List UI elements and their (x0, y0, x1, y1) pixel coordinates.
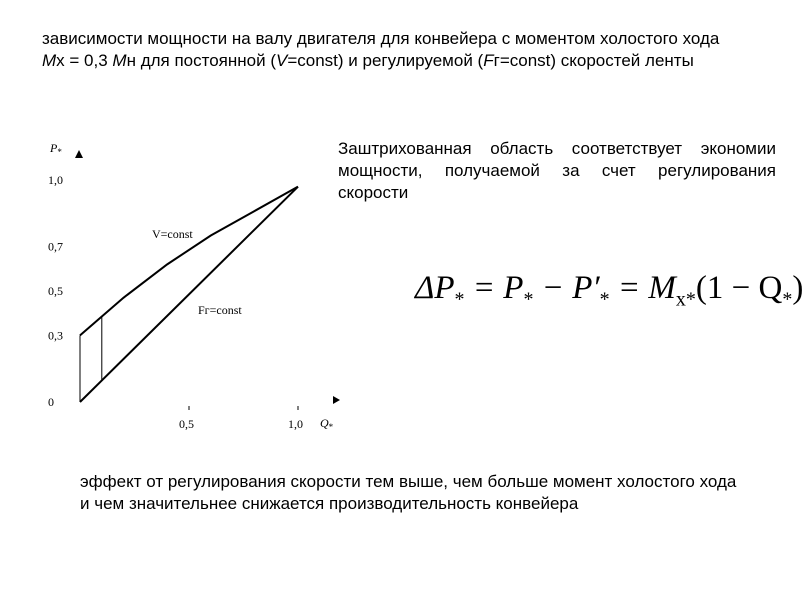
series-label-v-const: V=const (152, 227, 193, 241)
series-line-1 (80, 187, 298, 402)
y-axis-label: $P_*$ (50, 141, 62, 157)
power-savings-formula: $\Delta P_* = P_* - P'_* = M_{x*}(1 - Q_*)$ (415, 270, 803, 311)
series-label-f-const: Fг=const (198, 303, 242, 317)
y-tick-label-1: 0,3 (48, 328, 63, 343)
y-tick-label-4: 1,0 (48, 173, 63, 187)
y-tick-label-3: 0,7 (48, 239, 63, 254)
y-tick-label-2: 0,5 (48, 284, 63, 298)
conclusion-text: эффект от регулирования скорости тем выше, чем больше момент холостого хода и чем значительнее снижается производительность конвейера (80, 472, 737, 513)
x-tick-label-1: 1,0 (288, 417, 303, 431)
series-line-0 (80, 187, 298, 336)
x-tick-label-0: 0,5 (179, 417, 194, 431)
x-axis-label: $Q_*$ (320, 416, 334, 432)
hatched-area-note: Заштрихованная область соответствует экономии мощности, получаемой за счет регулирования скорости (338, 139, 776, 202)
x-axis-arrow-icon (333, 396, 340, 404)
y-axis-arrow-icon (75, 150, 83, 158)
y-tick-label-0: 0 (48, 395, 54, 409)
slide-title: зависимости мощности на валу двигателя для конвейера с моментом холостого хода Мх = 0,3 Мн для постоянной (V=const) и регулируемой (Fг=const) скоростей ленты (42, 29, 720, 70)
